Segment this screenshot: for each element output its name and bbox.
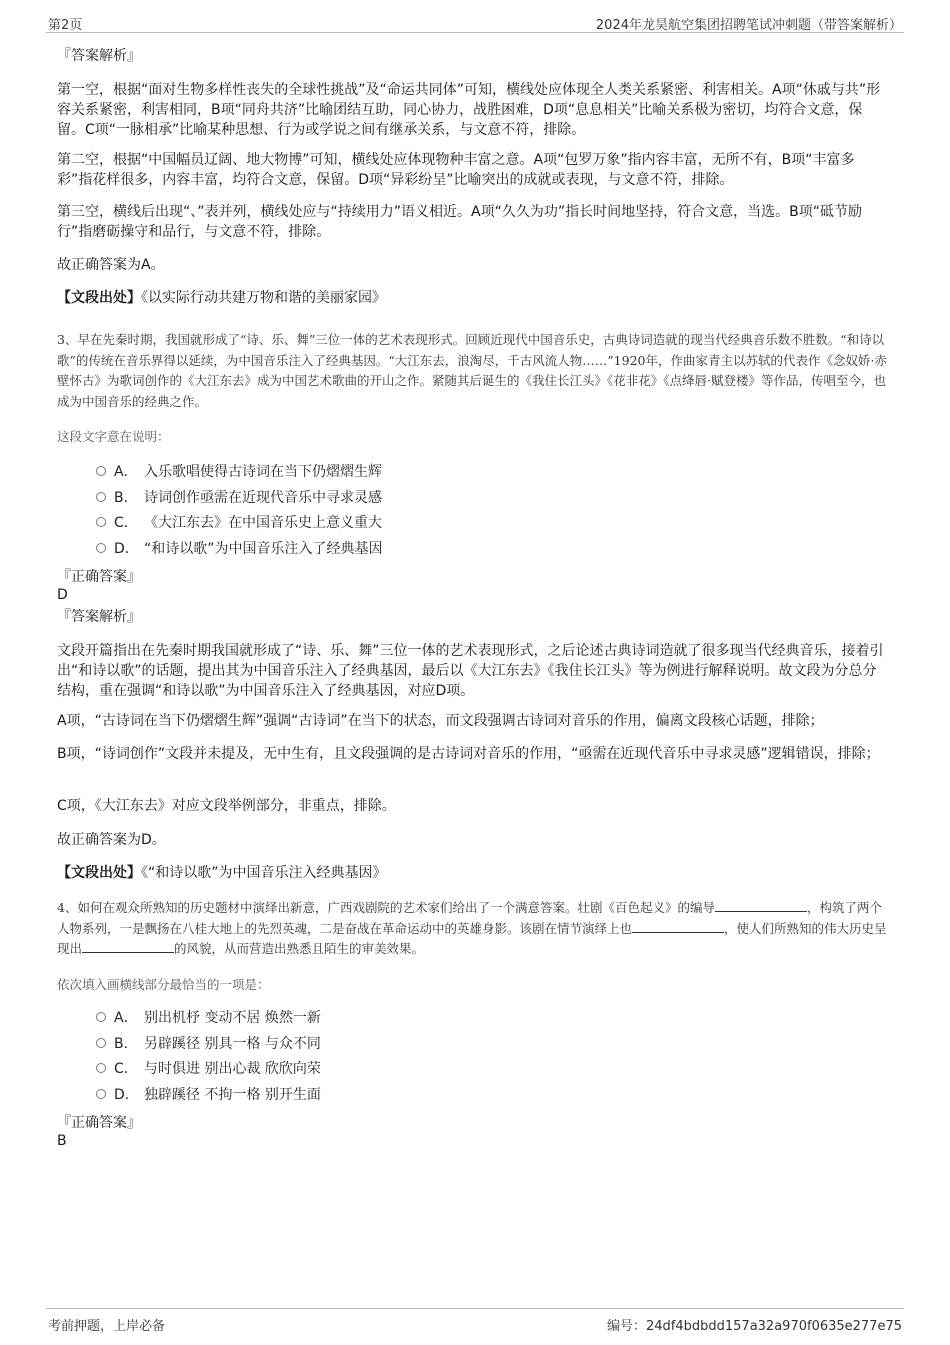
radio-icon[interactable] — [96, 466, 106, 476]
q3-option-c[interactable]: C． 《大江东去》在中国音乐史上意义重大 — [96, 513, 382, 533]
q2-analysis-paragraph-2: 第二空，根据“中国幅员辽阔、地大物博”可知，横线处应体现物种丰富之意。A项“包罗万象”指内容丰富，无所不有，B项“丰富多彩”指花样很多，内容丰富，均符合文意，保留。D项“异彩纷呈”比喻突出的成就或表现，与文意不符，排除。 — [57, 152, 855, 188]
radio-icon[interactable] — [96, 1038, 106, 1048]
q4-correct-label: 『正确答案』 — [57, 1115, 141, 1131]
q4-option-b[interactable]: B． 另辟蹊径 别具一格 与众不同 — [96, 1034, 321, 1054]
q2-analysis-label: 『答案解析』 — [57, 48, 141, 64]
q3-correct-answer: D — [57, 587, 68, 603]
q3-correct-label: 『正确答案』 — [57, 569, 141, 585]
blank-line — [82, 940, 174, 953]
q2-source — [57, 288, 887, 308]
q4-correct-answer: B — [57, 1133, 67, 1149]
q2-analysis-paragraph-1: 第一空，根据“面对生物多样性丧失的全球性挑战”及“命运共同体”可知，横线处应体现全人类关系紧密、利害相关。A项“休戚与共”形容关系紧密，利害相同，B项“同舟共济”比喻团结互助，同心协力，战胜困难，D项“息息相关”比喻关系极为密切，均符合文意，保留。C项“一脉相承”比喻某种思想、行为或学说之间有继承关系，与文意不符，排除。 — [57, 82, 881, 138]
q3-analysis-option-b: B项，“诗词创作”文段并未提及，无中生有，且文段强调的是古诗词对音乐的作用，“亟需在近现代音乐中寻求灵感”逻辑错误，排除； — [57, 746, 880, 762]
q3-analysis-option-c: C项，《大江东去》对应文段举例部分，非重点，排除。 — [57, 798, 396, 814]
q3-stem: 3、早在先秦时期，我国就形成了“诗、乐、舞”三位一体的艺术表现形式。回顾近现代中国音乐史，古典诗词造就的现当代经典音乐数不胜数。“和诗以歌”的传统在音乐界得以延续，为中国音乐注入了经典基因。“大江东去，浪淘尽，千古风流人物……”1920年，作曲家青主以苏轼的代表作《念奴娇·赤壁怀古》为歌词创作的《大江东去》成为中国艺术歌曲的开山之作。紧随其后诞生的《我住长江头》《花非花》《点绛唇·赋登楼》等作品，传唱至今，也成为中国音乐的经典之作。 — [57, 332, 887, 409]
radio-icon[interactable] — [96, 492, 106, 502]
q2-source-label: 【文段出处】 — [57, 290, 141, 306]
q3-prompt: 这段文字意在说明： — [57, 429, 170, 444]
footer-slogan: 考前押题，上岸必备 — [48, 1319, 166, 1334]
q4-prompt: 依次填入画横线部分最恰当的一项是： — [57, 977, 270, 992]
page-number: 第2页 — [48, 18, 83, 33]
radio-icon[interactable] — [96, 1089, 106, 1099]
q4-option-c[interactable]: C． 与时俱进 别出心裁 欣欣向荣 — [96, 1059, 321, 1079]
q2-analysis-paragraph-3: 第三空，横线后出现“、”表并列，横线处应与“持续用力”语义相近。A项“久久为功”指长时间地坚持，符合文意，当选。B项“砥节励行”指磨砺操守和品行，与文意不符，排除。 — [57, 204, 862, 240]
q3-option-a[interactable]: A． 入乐歌唱使得古诗词在当下仍熠熠生辉 — [96, 462, 382, 482]
q2-conclusion: 故正确答案为A。 — [57, 257, 165, 273]
q4-stem: 4、如何在观众所熟知的历史题材中演绎出新意，广西戏剧院的艺术家们给出了一个满意答案。壮剧《百色起义》的编导 ，构筑了两个人物系列，一是飘扬在八桂大地上的先烈英魂，二是奋战在革命运动中的英雄身影。该剧在情节演绎上也 ，使人们所熟知的伟大历史呈现出 的风貌，从而营造出熟悉且陌生的审美效果。 — [57, 900, 887, 956]
q3-option-d[interactable]: D． “和诗以歌”为中国音乐注入了经典基因 — [96, 539, 383, 559]
q3-analysis-label: 『答案解析』 — [57, 609, 141, 625]
radio-icon[interactable] — [96, 543, 106, 553]
page-footer — [46, 1308, 904, 1333]
q3-source-label: 【文段出处】 — [57, 865, 141, 881]
q2-source-title: 《以实际行动共建万物和谐的美丽家园》 — [141, 290, 386, 306]
q4-option-a[interactable]: A． 别出机杼 变动不居 焕然一新 — [96, 1008, 321, 1028]
q3-option-b[interactable]: B． 诗词创作亟需在近现代音乐中寻求灵感 — [96, 488, 382, 508]
radio-icon[interactable] — [96, 1063, 106, 1073]
radio-icon[interactable] — [96, 517, 106, 527]
q3-source-title: 《“和诗以歌”为中国音乐注入经典基因》 — [141, 865, 387, 881]
document-title: 2024年龙昊航空集团招聘笔试冲刺题（带答案解析） — [595, 18, 902, 33]
footer-serial: 编号：24df4bdbdd157a32a970f0635e277e75 — [606, 1319, 902, 1334]
blank-line — [715, 899, 807, 912]
q3-conclusion: 故正确答案为D。 — [57, 832, 166, 848]
q3-analysis-option-a: A项，“古诗词在当下仍熠熠生辉”强调“古诗词”在当下的状态，而文段强调古诗词对音乐的作用，偏离文段核心话题，排除； — [57, 713, 824, 729]
blank-line — [632, 920, 724, 933]
q3-source — [57, 863, 887, 883]
page-header — [46, 10, 904, 33]
q4-option-d[interactable]: D． 独辟蹊径 不拘一格 别开生面 — [96, 1085, 321, 1105]
q3-analysis-paragraph-1: 文段开篇指出在先秦时期我国就形成了“诗、乐、舞”三位一体的艺术表现形式，之后论述古典诗词造就了很多现当代经典音乐，接着引出“和诗以歌”的话题，提出其为中国音乐注入了经典基因，最后以《大江东去》《我住长江头》等为例进行解释说明。故文段为分总分结构，重在强调“和诗以歌”为中国音乐注入了经典基因，对应D项。 — [57, 643, 884, 699]
radio-icon[interactable] — [96, 1012, 106, 1022]
